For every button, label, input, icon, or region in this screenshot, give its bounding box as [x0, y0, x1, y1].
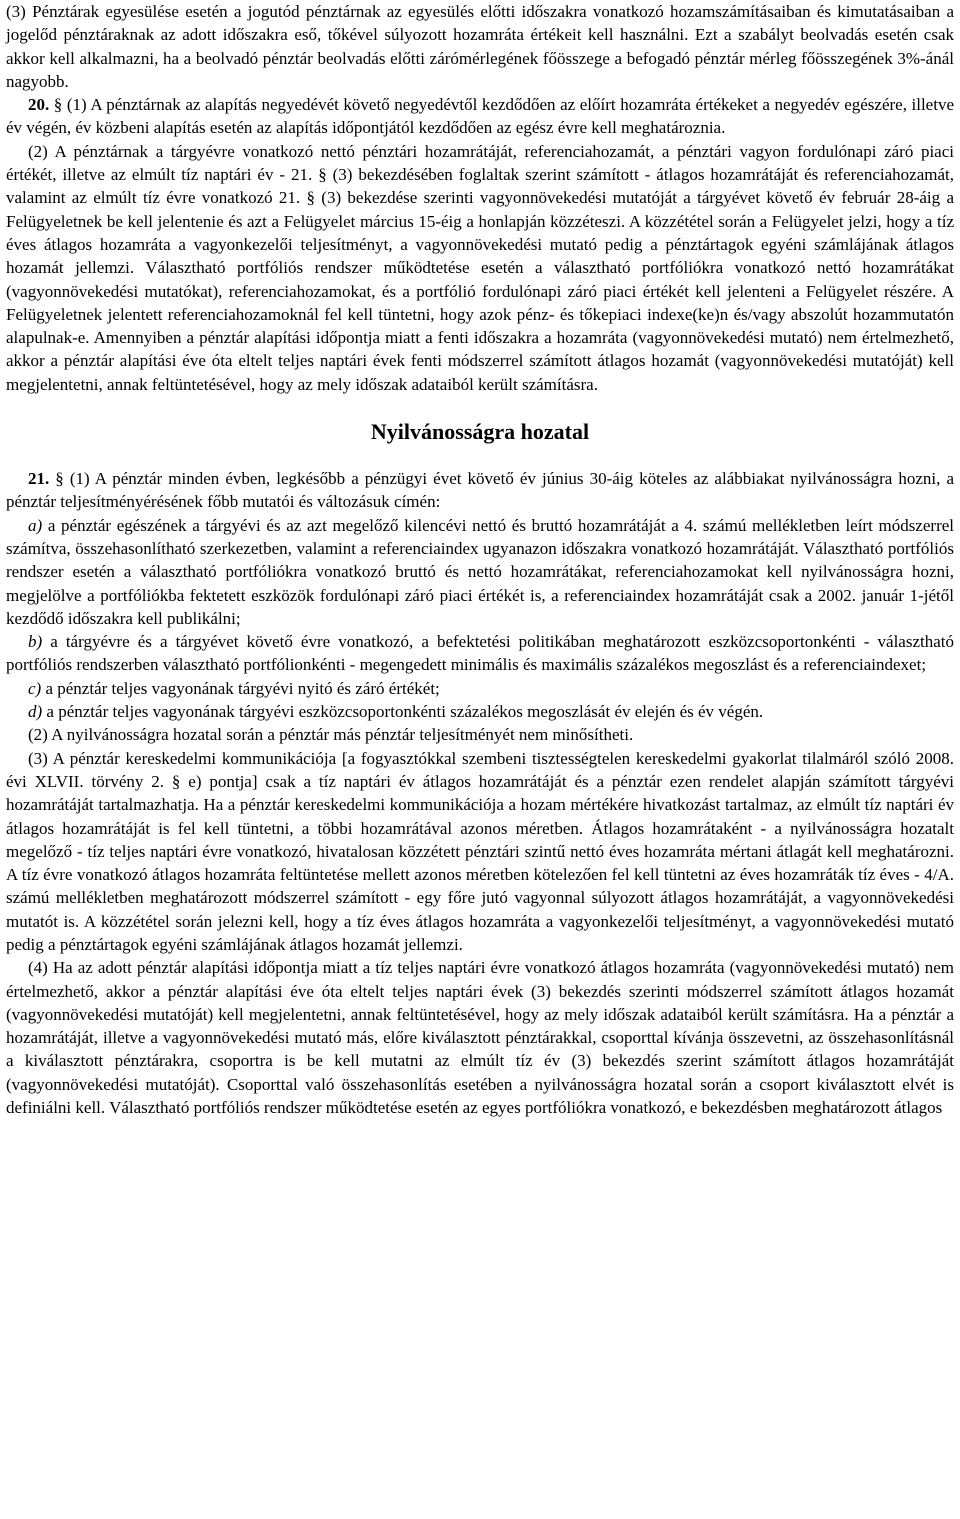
paragraph-3-merger: (3) Pénztárak egyesülése esetén a jogutód pénztárnak az egyesülés előtti időszakra vonatkozó hozamszámításaiban és kimutatásaiban a jogelőd pénztáraknak az adott időszakra eső, tőkével súlyozott hozamráta értékeit kell használni. Ezt a szabályt beolvadás esetén csak akkor kell alkalmazni, ha a beolvadó pénztár beolvadás előtti zárómérlegének főösszege a befogadó pénztár mérleg főösszegének 3%-ánál nagyobb.: [6, 2, 954, 91]
item-text: a tárgyévre és a tárgyévet követő évre vonatkozó, a befektetési politikában meghatározott eszközcsoportonkénti - választható portfóliós rendszerben választható portfólionkénti - megengedett minimális és maximális százalékos megoszlást és a referenciaindexet;: [6, 632, 954, 675]
section-21-text: § (1) A pénztár minden évben, legkésőbb a pénzügyi évet követő év június 30-áig köteles az alábbiakat nyilvánosságra hozni, a pénztár teljesítményérésének főbb mutatói és változásuk címén:: [6, 469, 954, 512]
section-heading: Nyilvánosságra hozatal: [370, 419, 590, 445]
list-item-b: [6, 630, 954, 677]
list-item-a: [6, 514, 954, 630]
document-page: [6, 0, 954, 1119]
item-label: b): [28, 632, 43, 652]
item-text: a pénztár egészének a tárgyévi és az azt megelőző kilencévi nettó és bruttó hozamrátáját a 4. számú mellékletben leírt módszerrel számítva, összehasonlítható szerkezetben, valamint a referenciaindex ugyanazon időszakra vonatkozó hozamrátáját. Választható portfóliós rendszer esetén a választható portfóliókra vonatkozó bruttó és nettó hozamrátákat, referenciahozamokat kell nyilvánosságra hozni, megjelölve a portfóliókba fektetett eszközök fordulónapi záró piaci értékét is, a referenciaindex hozamrátáját csak a 2002. január 1-jétől kezdődő időszakra kell publikálni;: [6, 515, 954, 628]
paragraph-21-3: (3) A pénztár kereskedelmi kommunikációja [a fogyasztókkal szembeni tisztességtelen kereskedelmi gyakorlat tilalmáról szóló 2008. évi XLVII. törvény 2. § e) pontja] csak a tíz naptári év átlagos hozamrátáját és a pénztár ezen rendelet alapján számított tárgyévi hozamrátáját tartalmazhatja. Ha a pénztár kereskedelmi kommunikációja a hozam mértékére hivatkozást tartalmaz, az elmúlt tíz naptári év átlagos hozamrátáját is fel kell tüntetni, a többi hozamrátával azonos méretben. Átlagos hozamrátaként - a nyilvánosságra hozatalt megelőző - tíz teljes naptári évre vonatkozó, hivatalosan közzétett pénztári szintű nettó éves hozamráta mértani átlagát kell meghatározni. A tíz évre vonatkozó átlagos hozamráta feltüntetése mellett azonos méretben kötelezően fel kell tüntetni az éves hozamráták tíz éves - 4/A. számú mellékletben meghatározott módszerrel számított - egy főre jutó vagyonnal súlyozott átlagos hozamrátáját, a vagyonnövekedési mutatót is. A közzététel során jelezni kell, hogy a tíz éves átlagos hozamráta a vagyonkezelői teljesítményt, a vagyonnövekedési mutató pedig a pénztártagok egyéni számlájának átlagos hozamát jellemzi.: [6, 748, 954, 954]
paragraph-21-2: (2) A nyilvánosságra hozatal során a pénztár más pénztár teljesítményét nem minősítheti.: [28, 725, 634, 745]
paragraph-section-20-2: (2) A pénztárnak a tárgyévre vonatkozó nettó pénztári hozamrátáját, referenciahozamát, a pénztári vagyon fordulónapi záró piaci értékét, illetve az elmúlt tíz naptári év - 21. § (3) bekezdésében foglaltak szerint számított - átlagos hozamrátáját és referenciahozamát, valamint az elmúlt tíz évre vonatkozó 21. § (3) bekezdése szerinti vagyonnövekedési mutatóját a tárgyévet követő év február 28-áig a Felügyeletnek be kell jelentenie és azt a Felügyelet március 15-éig a honlapján közzéteszi. A közzététel során a Felügyelet jelzi, hogy a tíz éves átlagos hozamráta a vagyonkezelői teljesítményt, a vagyonnövekedési mutató pedig a pénztártagok egyéni számlájának átlagos hozamát jellemzi. Választható portfóliós rendszer működtetése esetén a választható portfóliókra vonatkozó nettó hozamrátákat (vagyonnövekedési mutatókat), referenciahozamokat, és a portfólió fordulónapi záró piaci értékét kell jelenteni a Felügyelet részére. A Felügyeletnek jelentett referenciahozamoknál fel kell tüntetni, hogy azok pénz- és tőkepiaci indexe(ke)n és/vagy abszolút hozammutatón alapulnak-e. Amennyiben a pénztár alapítási időpontja miatt a fenti időszakra a hozamráta (vagyonnövekedési mutató) nem értelmezhető, akkor a pénztár alapítási éve óta eltelt teljes naptári évek fenti módszerrel számított átlagos hozamát (vagyonnövekedési mutatóját) kell megjelentetni, annak feltüntetésével, hogy az mely időszak adataiból került számításra.: [6, 141, 954, 394]
list-item-c: [6, 677, 954, 700]
item-label: d): [28, 702, 43, 722]
section-number: 20.: [28, 95, 50, 115]
section-number: 21.: [28, 469, 50, 489]
section-20-text: § (1) A pénztárnak az alapítás negyedévét követő negyedévtől kezdődően az előírt hozamráta értékeket a negyedév egészére, illetve év végén, év közbeni alapítás esetén az alapítás időpontjától kezdődően az egész évre kell meghatároznia.: [6, 95, 954, 138]
paragraph-21-4: (4) Ha az adott pénztár alapítási időpontja miatt a tíz teljes naptári évre vonatkozó átlagos hozamráta (vagyonnövekedési mutató) nem értelmezhető, akkor a pénztár alapítási éve óta eltelt teljes naptári évek (3) bekezdés szerinti módszerrel számított átlagos hozamát (vagyonnövekedési mutatóját) kell megjelentetni, annak feltüntetésével, hogy az mely időszak adataiból került számításra. Ha a pénztár a hozamrátáját, illetve a vagyonnövekedési mutató más, előre kiválasztott pénztárakkal, csoporttal kívánja összevetni, az összehasonlításnál a kiválasztott pénztárakra, csoportra is be kell mutatni az elmúlt tíz év (3) bekezdés szerint számított átlagos hozamrátáját (vagyonnövekedési mutatóját). Csoporttal való összehasonlítás esetében a nyilvánosságra hozatal során a csoport kiválasztott elvét is definiálni kell. Választható portfóliós rendszer működtetése esetén az egyes portfóliókra vonatkozó, e bekezdésben meghatározott átlagos: [6, 958, 954, 1118]
paragraph-section-20: [6, 93, 954, 140]
list-item-d: [6, 700, 954, 723]
item-text: a pénztár teljes vagyonának tárgyévi eszközcsoportonkénti százalékos megoszlását év elején és év végén.: [42, 702, 764, 722]
item-label: a): [28, 515, 43, 535]
paragraph-section-21: [6, 467, 954, 514]
item-text: a pénztár teljes vagyonának tárgyévi nyitó és záró értékét;: [41, 678, 440, 698]
item-label: c): [28, 678, 42, 698]
